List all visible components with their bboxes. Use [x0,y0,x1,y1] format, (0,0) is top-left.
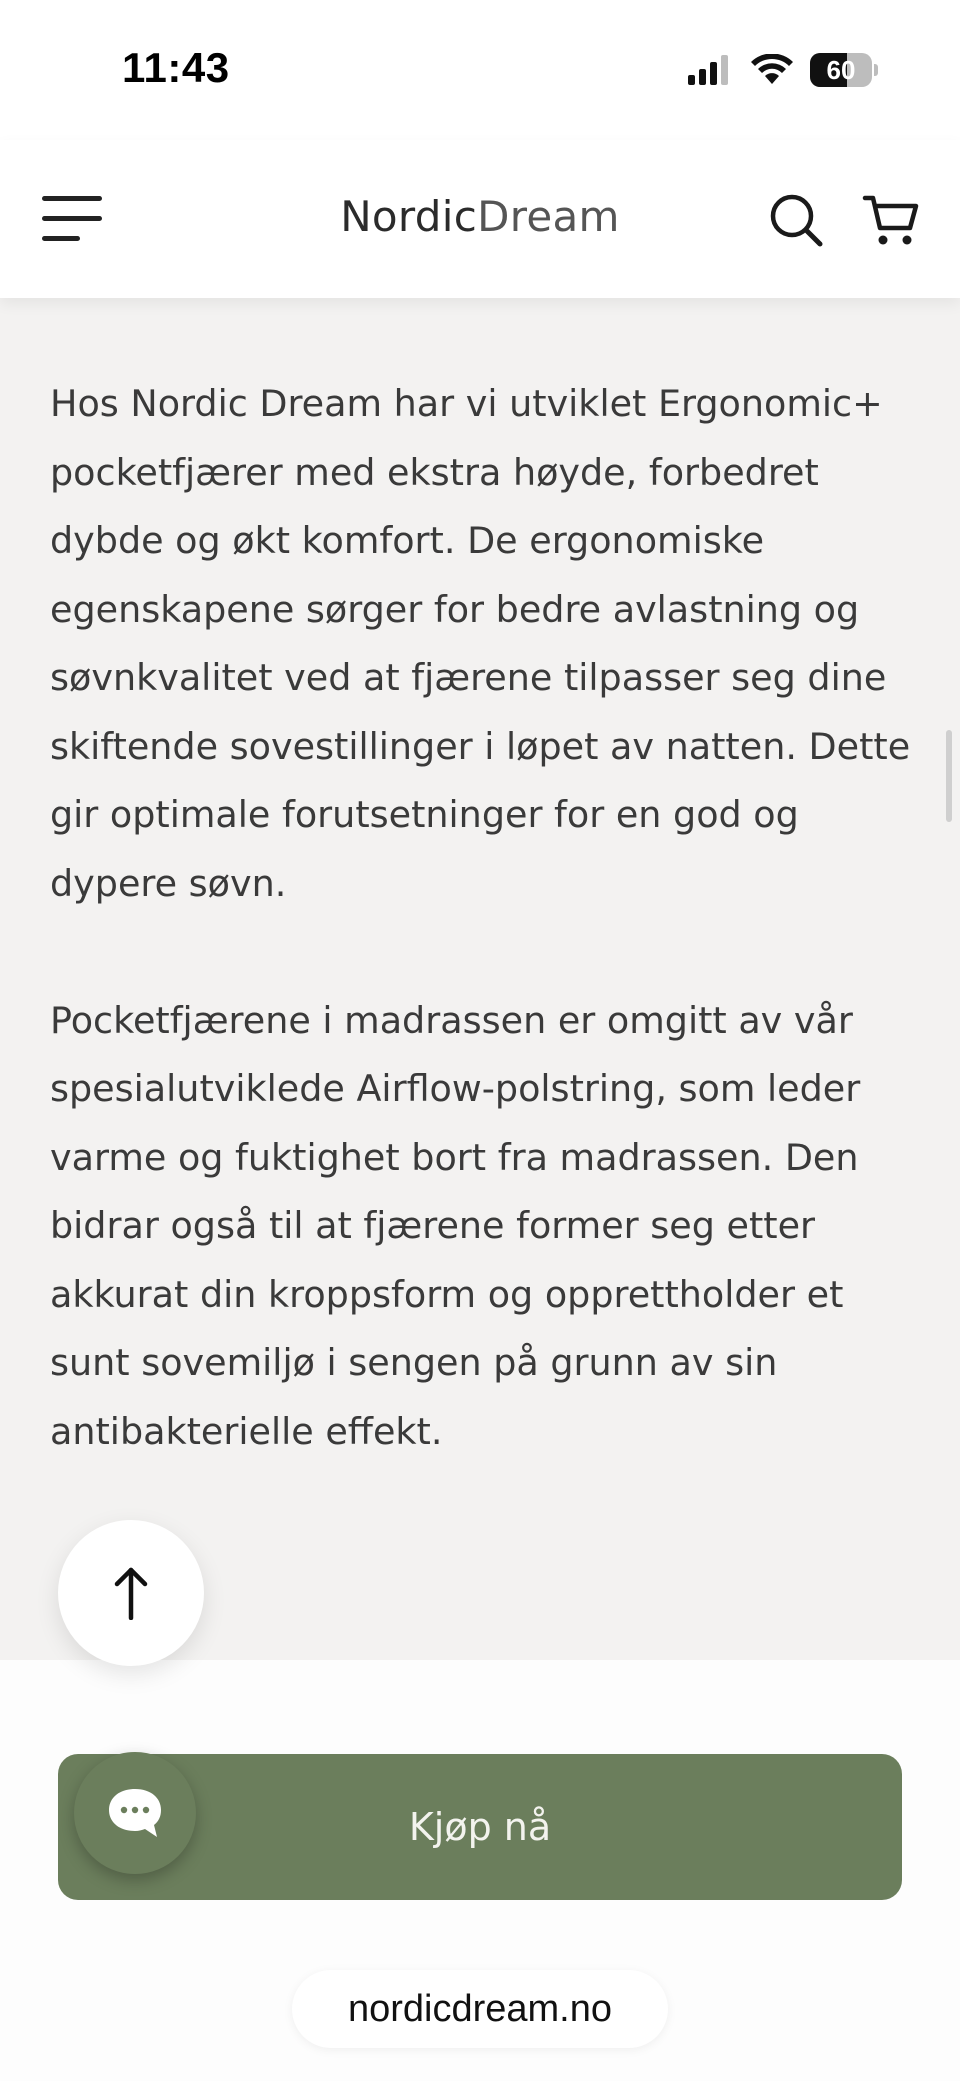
wifi-icon [750,54,794,86]
chat-button[interactable] [74,1752,196,1874]
description-paragraph-2: Pocketfjærene i madrassen er omgitt av vår spesialutviklede Airflow-polstring, som leder varme og fuktighet bort fra madrassen. Den bidrar også til at fjærene former seg etter akkurat din kroppsform og opprettholder et sunt sovemiljø i sengen på grunn av sin antibakterielle effekt. [50,998,861,1453]
cart-icon[interactable] [862,192,918,248]
description-paragraph-1: Hos Nordic Dream har vi utviklet Ergonomic+ pocketfjærer med ekstra høyde, forbedret dybde og økt komfort. De ergonomiske egenskapene sørger for bedre avlastning og søvnkvalitet ved at fjærene tilpasser seg dine skiftende sovestillinger i løpet av natten. Dette gir optimale forutsetninger for en god og dypere søvn. [50,382,911,905]
chat-bubble-icon [105,1785,165,1841]
cellular-signal-icon [686,55,734,85]
back-to-top-button[interactable] [58,1520,204,1666]
logo-part-dream: Dream [477,192,620,241]
status-time: 11:43 [122,44,230,91]
search-icon[interactable] [768,192,824,248]
status-bar [0,0,960,140]
buy-now-label: Kjøp nå [408,1805,552,1849]
battery-level: 60 [826,54,856,85]
status-icons [686,52,878,88]
product-description [50,370,920,1466]
arrow-up-icon [111,1566,151,1620]
scrollbar[interactable] [946,730,952,822]
browser-url-bar[interactable] [292,1970,668,2048]
battery-icon [810,53,872,87]
logo-part-nordic: Nordic [340,192,478,241]
site-header [0,140,960,298]
battery-nub [874,64,878,76]
browser-url-text: nordicdream.no [347,1987,613,2030]
